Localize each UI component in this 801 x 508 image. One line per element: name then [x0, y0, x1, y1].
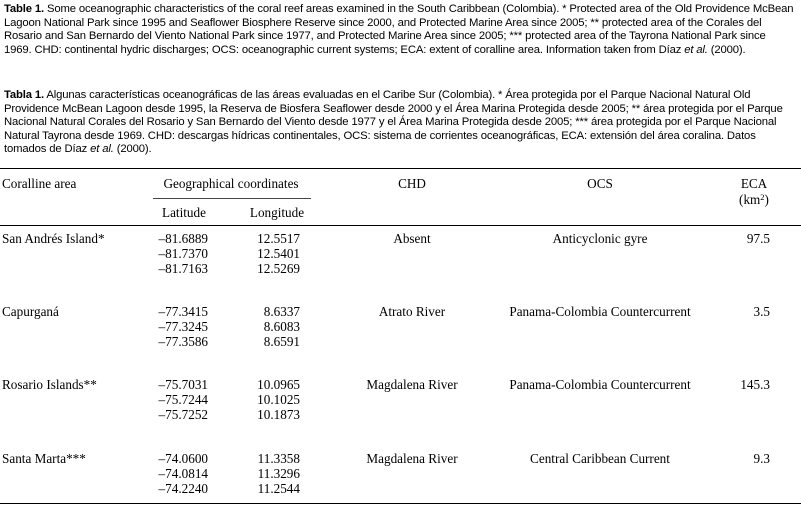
header-longitude: Longitude: [249, 205, 305, 220]
row-longitudes: [232, 451, 300, 496]
row-latitudes: [140, 231, 208, 276]
row-chd: Absent: [393, 231, 431, 246]
longitude-value: 8.6083: [263, 319, 300, 334]
longitude-value: 11.3358: [257, 451, 300, 466]
row-chd: Magdalena River: [366, 451, 458, 466]
caption-english-text: Some oceanographic characteristics of the coral reef areas examined in the South Caribbean (Colombia). * Protected area of the Old Providence McBean Lagoon National Park since 1995 and Seaflower Biosphere Reserve since 2000, and Protected Marine Area since 2005; ** protected area of the Corales del Rosario and San Bernardo del Viento National Park since 1977, and Protected Marine Area since 2005; *** protected area of the Tayrona National Park since 1969. CHD: continental hydric discharges; OCS: oceanographic current systems; ECA: extent of coralline area. Information taken from Díaz: [4, 3, 794, 56]
header-eca-unit-sup: 2: [760, 192, 765, 202]
longitude-value: 12.5269: [257, 261, 300, 276]
row-chd: Atrato River: [378, 304, 446, 319]
row-longitudes: [232, 377, 300, 422]
latitude-value: –75.7244: [158, 392, 208, 407]
header-eca-unit-close: ): [764, 192, 769, 207]
caption-english-tail: (2000).: [707, 43, 746, 56]
row-longitudes: [232, 304, 300, 349]
caption-spanish-tail: (2000).: [113, 143, 152, 156]
header-geo-underline: [153, 198, 311, 199]
row-area: San Andrés Island*: [2, 231, 105, 246]
row-eca: 97.5: [746, 231, 770, 246]
longitude-value: 10.0965: [257, 377, 300, 392]
row-eca: 3.5: [753, 304, 770, 319]
row-ocs: Central Caribbean Current: [530, 451, 670, 466]
row-area: Santa Marta***: [2, 451, 86, 466]
header-eca-unit: [722, 192, 786, 207]
row-latitudes: [140, 451, 208, 496]
row-eca: 145.3: [740, 377, 770, 392]
caption-english-label: Table 1.: [4, 3, 45, 15]
latitude-value: –77.3586: [158, 334, 208, 349]
row-longitudes: [232, 231, 300, 276]
row-latitudes: [140, 304, 208, 349]
latitude-value: –74.2240: [158, 481, 208, 496]
row-chd: Magdalena River: [366, 377, 458, 392]
row-ocs: Anticyclonic gyre: [552, 231, 648, 246]
header-bottom-rule: [0, 225, 801, 226]
latitude-value: –81.7163: [158, 261, 208, 276]
header-ocs: OCS: [587, 176, 613, 191]
caption-spanish: [4, 89, 796, 157]
table-top-rule: [0, 168, 801, 169]
header-eca: ECA: [740, 176, 768, 191]
latitude-value: –77.3245: [158, 319, 208, 334]
latitude-value: –74.0600: [158, 451, 208, 466]
latitude-value: –74.0814: [158, 466, 208, 481]
row-area: Capurganá: [2, 304, 59, 319]
row-ocs: Panama-Colombia Countercurrent: [509, 304, 691, 319]
latitude-value: –77.3415: [158, 304, 208, 319]
caption-english-et-al: et al.: [684, 43, 708, 56]
longitude-value: 12.5401: [257, 246, 300, 261]
longitude-value: 8.6591: [263, 334, 300, 349]
row-eca: 9.3: [753, 451, 770, 466]
longitude-value: 10.1025: [257, 392, 300, 407]
table-bottom-rule: [0, 503, 801, 504]
header-eca-unit-open: (km: [739, 192, 761, 207]
longitude-value: 12.5517: [257, 231, 300, 246]
header-chd: CHD: [398, 176, 426, 191]
header-geographical-coordinates: Geographical coordinates: [163, 176, 299, 191]
caption-spanish-text: Algunas características oceanográficas de las áreas evaluadas en el Caribe Sur (Colombia). * Área protegida por el Parque Nacional Natural Old Providence McBean Lagoon desde 1995, la Reserva de Biosfera Seaflower desde 2000 y el Área Marina Protegida desde 2005; ** área protegida por el Parque Nacional Natural Corales del Rosario y San Bernardo del Viento desde 1977 y el Área Marina Protegida desde 2005; *** área protegida por el Parque Nacional Natural Tayrona desde 1969. CHD: descargas hídricas continentales, OCS: sistema de corrientes oceanográficas, ECA: extensión del área coralina. Datos tomados de Díaz: [4, 89, 783, 156]
latitude-value: –81.6889: [158, 231, 208, 246]
caption-spanish-label: Tabla 1.: [4, 89, 45, 101]
caption-spanish-et-al: et al.: [90, 143, 114, 156]
longitude-value: 8.6337: [263, 304, 300, 319]
longitude-value: 11.2544: [257, 481, 300, 496]
caption-english: [4, 3, 796, 57]
header-coralline-area: Coralline area: [2, 176, 77, 191]
row-area: Rosario Islands**: [2, 377, 97, 392]
latitude-value: –75.7031: [158, 377, 208, 392]
latitude-value: –81.7370: [158, 246, 208, 261]
row-ocs: Panama-Colombia Countercurrent: [509, 377, 691, 392]
header-latitude: Latitude: [162, 205, 206, 220]
longitude-value: 11.3296: [257, 466, 300, 481]
row-latitudes: [140, 377, 208, 422]
latitude-value: –75.7252: [158, 407, 208, 422]
longitude-value: 10.1873: [257, 407, 300, 422]
